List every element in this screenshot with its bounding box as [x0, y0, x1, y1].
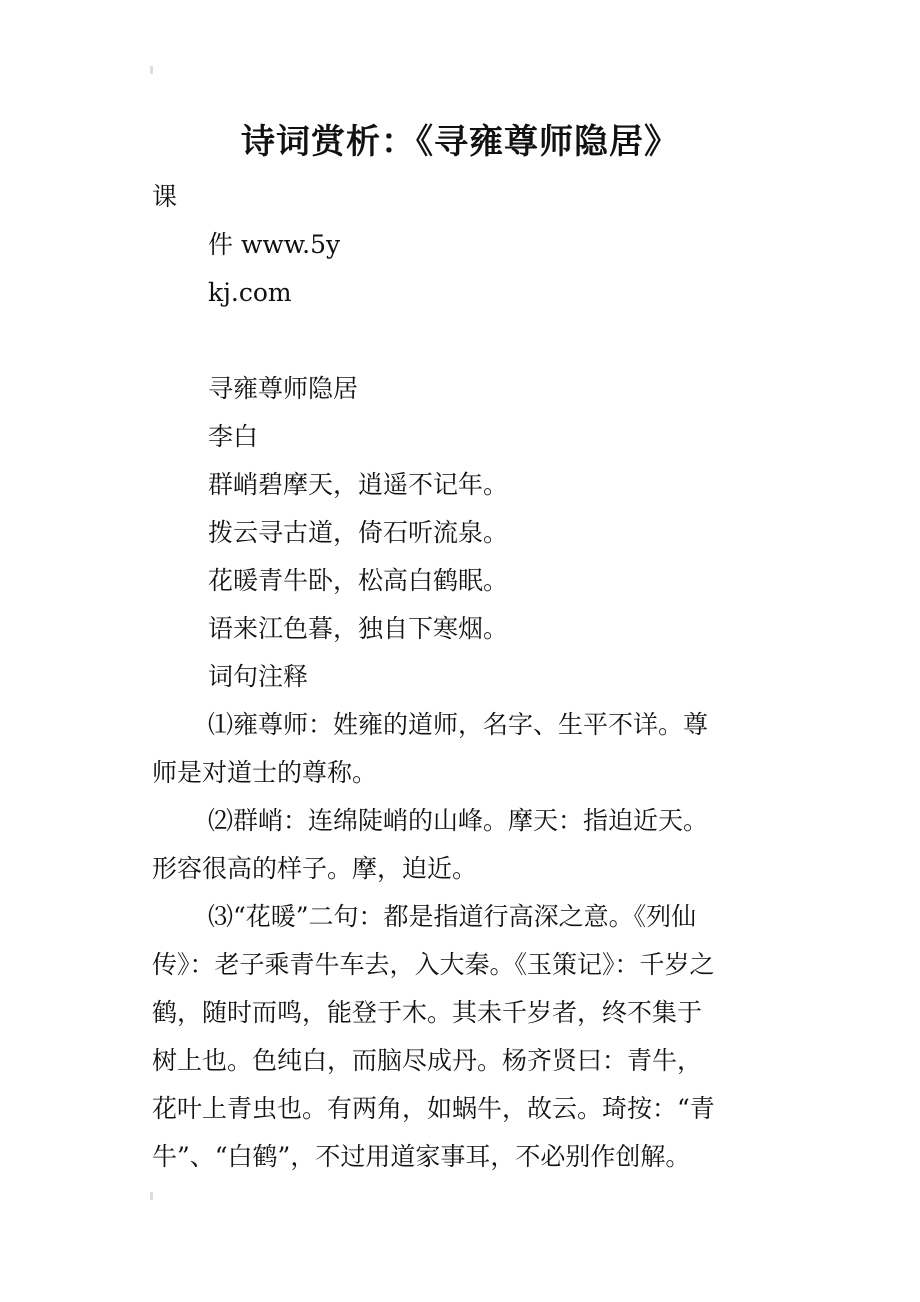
page-corner-mark — [150, 66, 153, 74]
poem-title: 寻雍尊师隐居 — [208, 374, 359, 403]
note-line: 花叶上青虫也。有两角，如蜗牛，故云。琦按：“青 — [152, 1094, 715, 1123]
note-line: ⑵群峭：连绵陡峭的山峰。摩天：指迫近天。 — [208, 806, 709, 835]
note-line: ⑶“花暖”二句：都是指道行高深之意。《列仙 — [208, 902, 697, 931]
note-line: 传》：老子乘青牛车去，入大秦。《玉策记》：千岁之 — [152, 950, 715, 979]
note-line: 牛”、“白鹤”，不过用道家事耳，不必别作创解。 — [152, 1142, 691, 1171]
header-line: 件 www.5y — [208, 230, 341, 259]
document-title: 诗词赏析：《寻雍尊师隐居》 — [241, 122, 679, 162]
header-line: 课 — [152, 182, 178, 211]
poem-author: 李白 — [208, 422, 259, 451]
poem-line: 拨云寻古道，倚石听流泉。 — [208, 518, 509, 547]
poem-line: 群峭碧摩天，逍遥不记年。 — [208, 470, 509, 499]
page-corner-mark — [150, 1192, 153, 1200]
note-line: 树上也。色纯白，而脑尽成丹。杨齐贤曰：青牛， — [152, 1046, 703, 1075]
note-line: ⑴雍尊师：姓雍的道师，名字、生平不详。尊 — [208, 710, 709, 739]
note-line: 师是对道士的尊称。 — [152, 758, 378, 787]
poem-line: 语来江色暮，独自下寒烟。 — [208, 614, 509, 643]
notes-heading: 词句注释 — [208, 662, 309, 691]
note-line: 鹤，随时而鸣，能登于木。其未千岁者，终不集于 — [152, 998, 703, 1027]
note-line: 形容很高的样子。摩，迫近。 — [152, 854, 478, 883]
poem-line: 花暖青牛卧，松高白鹤眠。 — [208, 566, 509, 595]
header-line: kj.com — [208, 278, 292, 307]
